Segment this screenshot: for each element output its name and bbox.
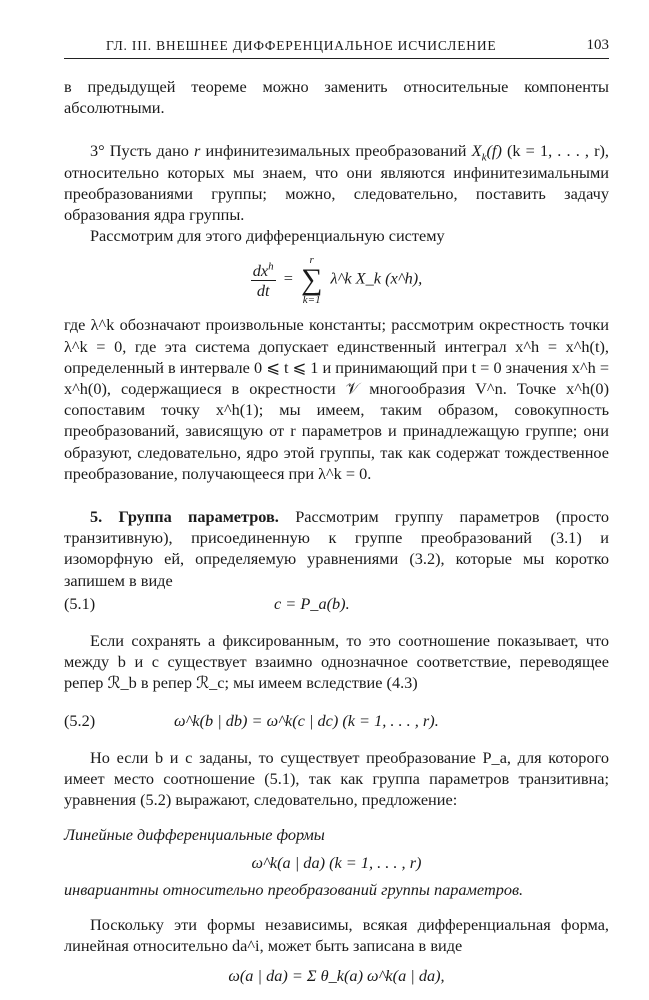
paragraph-6: Если сохранять a фиксированным, то это соотношение показывает, что между b и c существует взаимно однозначное соответствие, переводящее репер ℛ_b в репер ℛ_c; мы имеем вследствие (4.3) (64, 631, 609, 693)
equation-5-2: (5.2) ω^k(b | db) = ω^k(c | dc) (k = 1, . . . , r). (64, 710, 439, 730)
page-body (64, 76, 609, 994)
paragraph-8: Поскольку эти формы независимы, всякая дифференциальная форма, линейная относительно da^i, может быть записана в виде (64, 915, 609, 956)
display-equation-last: ω(a | da) = Σ θ_k(a) ω^k(a | da), (228, 965, 445, 985)
k-range: (k = 1, . . . , r), (507, 141, 609, 161)
paragraph-1: в предыдущей теореме можно заменить относительные компоненты абсолютными. (64, 77, 609, 118)
proposition-line-2: инвариантны относительно преобразований группы параметров. (64, 879, 524, 899)
paragraph-2: 3° Пусть дано r инфинитезимальных преобразований $X_k(f) (k = 1$, . . . , r), относительно которых мы знаем, что они являются инфинитезимальными преобразованиями группы; можно, следовательно, поставить задачу образования ядра группы. (64, 141, 609, 225)
proposition-formula: ω^k(a | da) (k = 1, . . . , r) (251, 852, 422, 872)
equation-5-1: (5.1) c = P_a(b). (64, 593, 350, 613)
section-title: 5. Группа параметров. (90, 507, 279, 527)
section-5: 5. Группа параметров. Рассмотрим группу параметров (просто транзитивную), присоединенную к группе преобразований (3.1) и изоморфную ей, определяемую уравнениями (3.2), которые мы коротко запишем в виде (64, 507, 609, 590)
running-title: ГЛ. III. ВНЕШНЕЕ ДИФФЕРЕНЦИАЛЬНОЕ ИСЧИСЛЕНИЕ (106, 38, 497, 53)
display-equation-1: $\frac{dx^h}{dt}$ = r ∑ k=1 λ^k X_k (x^h), (252, 254, 423, 307)
page-number: 103 (586, 37, 609, 53)
fraction: $\frac{dx^h}{dt}$ (252, 260, 274, 300)
running-header (64, 38, 609, 59)
paragraph-3: Рассмотрим для этого дифференциальную систему (90, 226, 445, 246)
paragraph-4: где λ^k обозначают произвольные константы; рассмотрим окрестность точки λ^k = 0, где эта система допускает единственный интеграл x^h = x^h(t), определенный в интервале 0 ⩽ t ⩽ 1 и принимающий при t = 0 значения x^h = x^h(0), содержащиеся в окрестности 𝒱 многообразия V^n. Точке x^h(0) сопоставим точку x^h(1); мы имеем, таким образом, совокупность преобразований, зависящую от r параметров и принадлежащую группе; они образуют, следовательно, ядро этой группы, так как содержат тождественное преобразование, получающееся при λ^k = 0. (64, 315, 609, 483)
eq1-rhs: λ^k X_k (x^h), (330, 269, 423, 289)
proposition-line-1: Линейные дифференциальные формы (64, 825, 325, 845)
summation: r ∑ k=1 (301, 254, 323, 307)
paragraph-7: Но если b и c заданы, то существует преобразование P_a, для которого имеет место соотношение (5.1), так как группа параметров транзитивна; уравнения (5.2) выражают, следовательно, предложение: (64, 747, 609, 810)
